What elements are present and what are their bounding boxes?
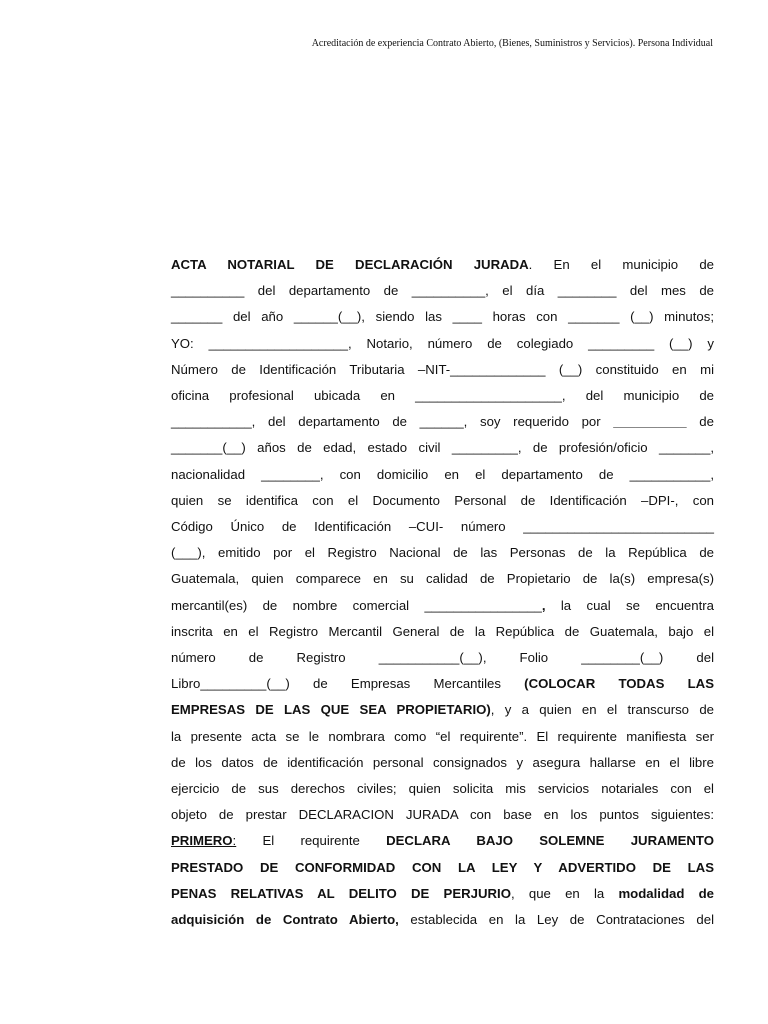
text-run: número de Registro ___________(__), Folio ________(__) del: [171, 650, 714, 666]
text-run: , que en la: [510, 885, 619, 901]
text-run: _______ del año ______(__), siendo las ____ horas con _______ (__) minutos;: [171, 309, 714, 325]
text-run: __________ del departamento de __________, el día ________ del mes de: [171, 283, 714, 299]
document-line: [171, 855, 714, 881]
document-body: [171, 252, 714, 933]
text-run: objeto de prestar DECLARACION JURADA con base en los puntos siguientes:: [171, 807, 714, 823]
document-line: [171, 462, 714, 488]
text-run: la presente acta se le nombrara como “el requirente”. El requirente manifiesta ser: [171, 728, 714, 744]
document-line: [171, 619, 714, 645]
document-line: [171, 881, 714, 907]
document-line: [171, 383, 714, 409]
text-run: EMPRESAS DE LAS QUE SEA PROPIETARIO): [171, 702, 491, 718]
document-line: [171, 252, 714, 278]
text-run: PRESTADO DE CONFORMIDAD CON LA LEY Y ADVERTIDO DE LAS: [171, 859, 714, 875]
text-run: de: [686, 414, 714, 430]
document-line: [171, 514, 714, 540]
text-run: YO: ___________________, Notario, número de colegiado _________ (__) y: [171, 335, 714, 351]
document-line: [171, 750, 714, 776]
page-header: Acreditación de experiencia Contrato Abierto, (Bienes, Suministros y Servicios). Persona Individual: [311, 38, 713, 49]
text-run: establecida en la Ley de Contrataciones del: [398, 912, 714, 928]
document-line: [171, 802, 714, 828]
text-run: (COLOCAR TODAS LAS: [524, 676, 714, 692]
document-line: [171, 828, 714, 854]
text-run: ___________, del departamento de ______, soy requerido por: [171, 414, 614, 430]
text-run: la cual se encuentra: [545, 597, 714, 613]
text-run: Número de Identificación Tributaria –NIT-_____________ (__) constituido en mi: [171, 361, 714, 377]
document-line: [171, 304, 714, 330]
document-line: [171, 409, 714, 435]
text-run: __________: [613, 414, 687, 430]
document-line: [171, 278, 714, 304]
document-line: [171, 488, 714, 514]
text-run: PENAS RELATIVAS AL DELITO DE PERJURIO: [171, 885, 511, 901]
text-run: nacionalidad ________, con domicilio en el departamento de ___________,: [171, 466, 714, 482]
text-run: Libro_________(__) de Empresas Mercantiles: [171, 676, 525, 692]
text-run: adquisición de Contrato Abierto,: [171, 912, 399, 928]
text-run: PRIMERO: [171, 833, 233, 849]
text-run: modalidad de: [618, 885, 715, 901]
text-run: ,: [541, 597, 546, 613]
document-line: [171, 776, 714, 802]
document-line: [171, 697, 714, 723]
document-line: [171, 593, 714, 619]
text-run: mercantil(es) de nombre comercial ________________: [171, 597, 542, 613]
text-run: Código Único de Identificación –CUI- número __________________________: [171, 519, 714, 535]
text-run: (___), emitido por el Registro Nacional de las Personas de la República de: [171, 545, 714, 561]
document-line: [171, 671, 714, 697]
text-run: oficina profesional ubicada en ____________________, del municipio de: [171, 388, 714, 404]
document-line: [171, 724, 714, 750]
text-run: Guatemala, quien comparece en su calidad de Propietario de la(s) empresa(s): [171, 571, 714, 587]
text-run: DECLARA BAJO SOLEMNE JURAMENTO: [386, 833, 714, 849]
text-run: ACTA NOTARIAL DE DECLARACIÓN JURADA: [171, 257, 529, 272]
document-line: [171, 645, 714, 671]
text-run: de los datos de identificación personal consignados y asegura hallarse en el libre: [171, 754, 714, 770]
text-run: :: [232, 833, 237, 849]
text-run: ejercicio de sus derechos civiles; quien solicita mis servicios notariales con el: [171, 781, 714, 797]
text-run: El requirente: [236, 833, 387, 849]
document-line: [171, 907, 714, 933]
document-line: [171, 331, 714, 357]
text-run: inscrita en el Registro Mercantil General de la República de Guatemala, bajo el: [171, 623, 714, 639]
document-line: [171, 566, 714, 592]
document-line: [171, 357, 714, 383]
text-run: . En el municipio de: [528, 257, 714, 272]
text-run: , y a quien en el transcurso de: [490, 702, 714, 718]
text-run: quien se identifica con el Documento Personal de Identificación –DPI-, con: [171, 492, 714, 508]
document-line: [171, 435, 714, 461]
text-run: _______(__) años de edad, estado civil _________, de profesión/oficio _______,: [171, 440, 714, 456]
document-line: [171, 540, 714, 566]
